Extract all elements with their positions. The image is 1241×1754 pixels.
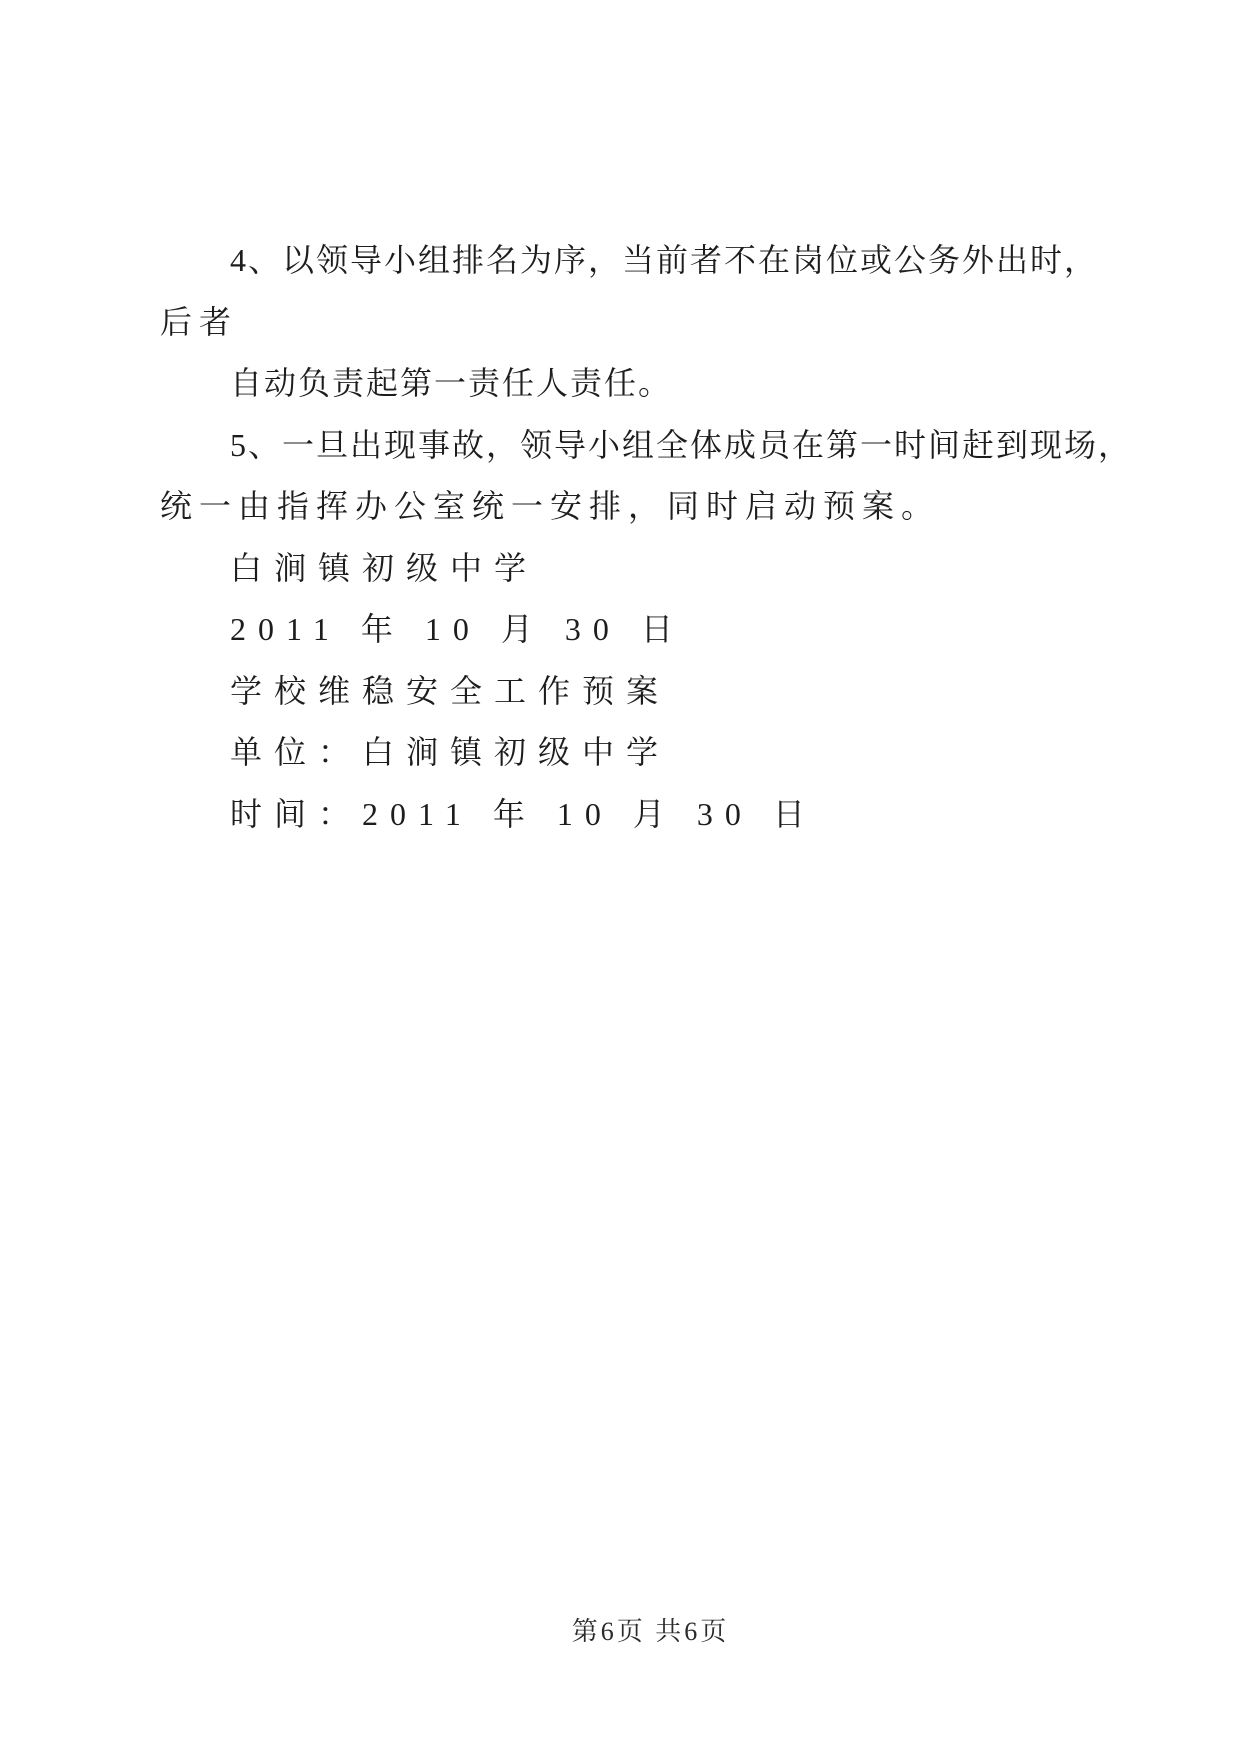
text-line: 白涧镇初级中学 bbox=[230, 549, 539, 586]
text-line: 单位：白涧镇初级中学 bbox=[230, 734, 671, 770]
text-line: 4、以领导小组排名为序，当前者不在岗位或公务外出时， bbox=[230, 242, 1099, 278]
text-line: 2011 年 10 月 30 日 bbox=[230, 611, 685, 647]
text-line: 5、一旦出现事故，领导小组全体成员在第一时间赶到现场， bbox=[230, 426, 1133, 463]
text-line: 统一由指挥办公室统一安排，同时启动预案。 bbox=[160, 488, 941, 524]
text-line: 后者 bbox=[160, 303, 239, 340]
text-line: 自动负责起第一责任人责任。 bbox=[230, 365, 673, 401]
text-line: 时间：2011 年 10 月 30 日 bbox=[230, 795, 817, 832]
document-body bbox=[0, 230, 1241, 845]
text-line: 学校维稳安全工作预案 bbox=[230, 672, 671, 709]
page-number-footer: 第6页 共6页 bbox=[571, 1617, 730, 1646]
